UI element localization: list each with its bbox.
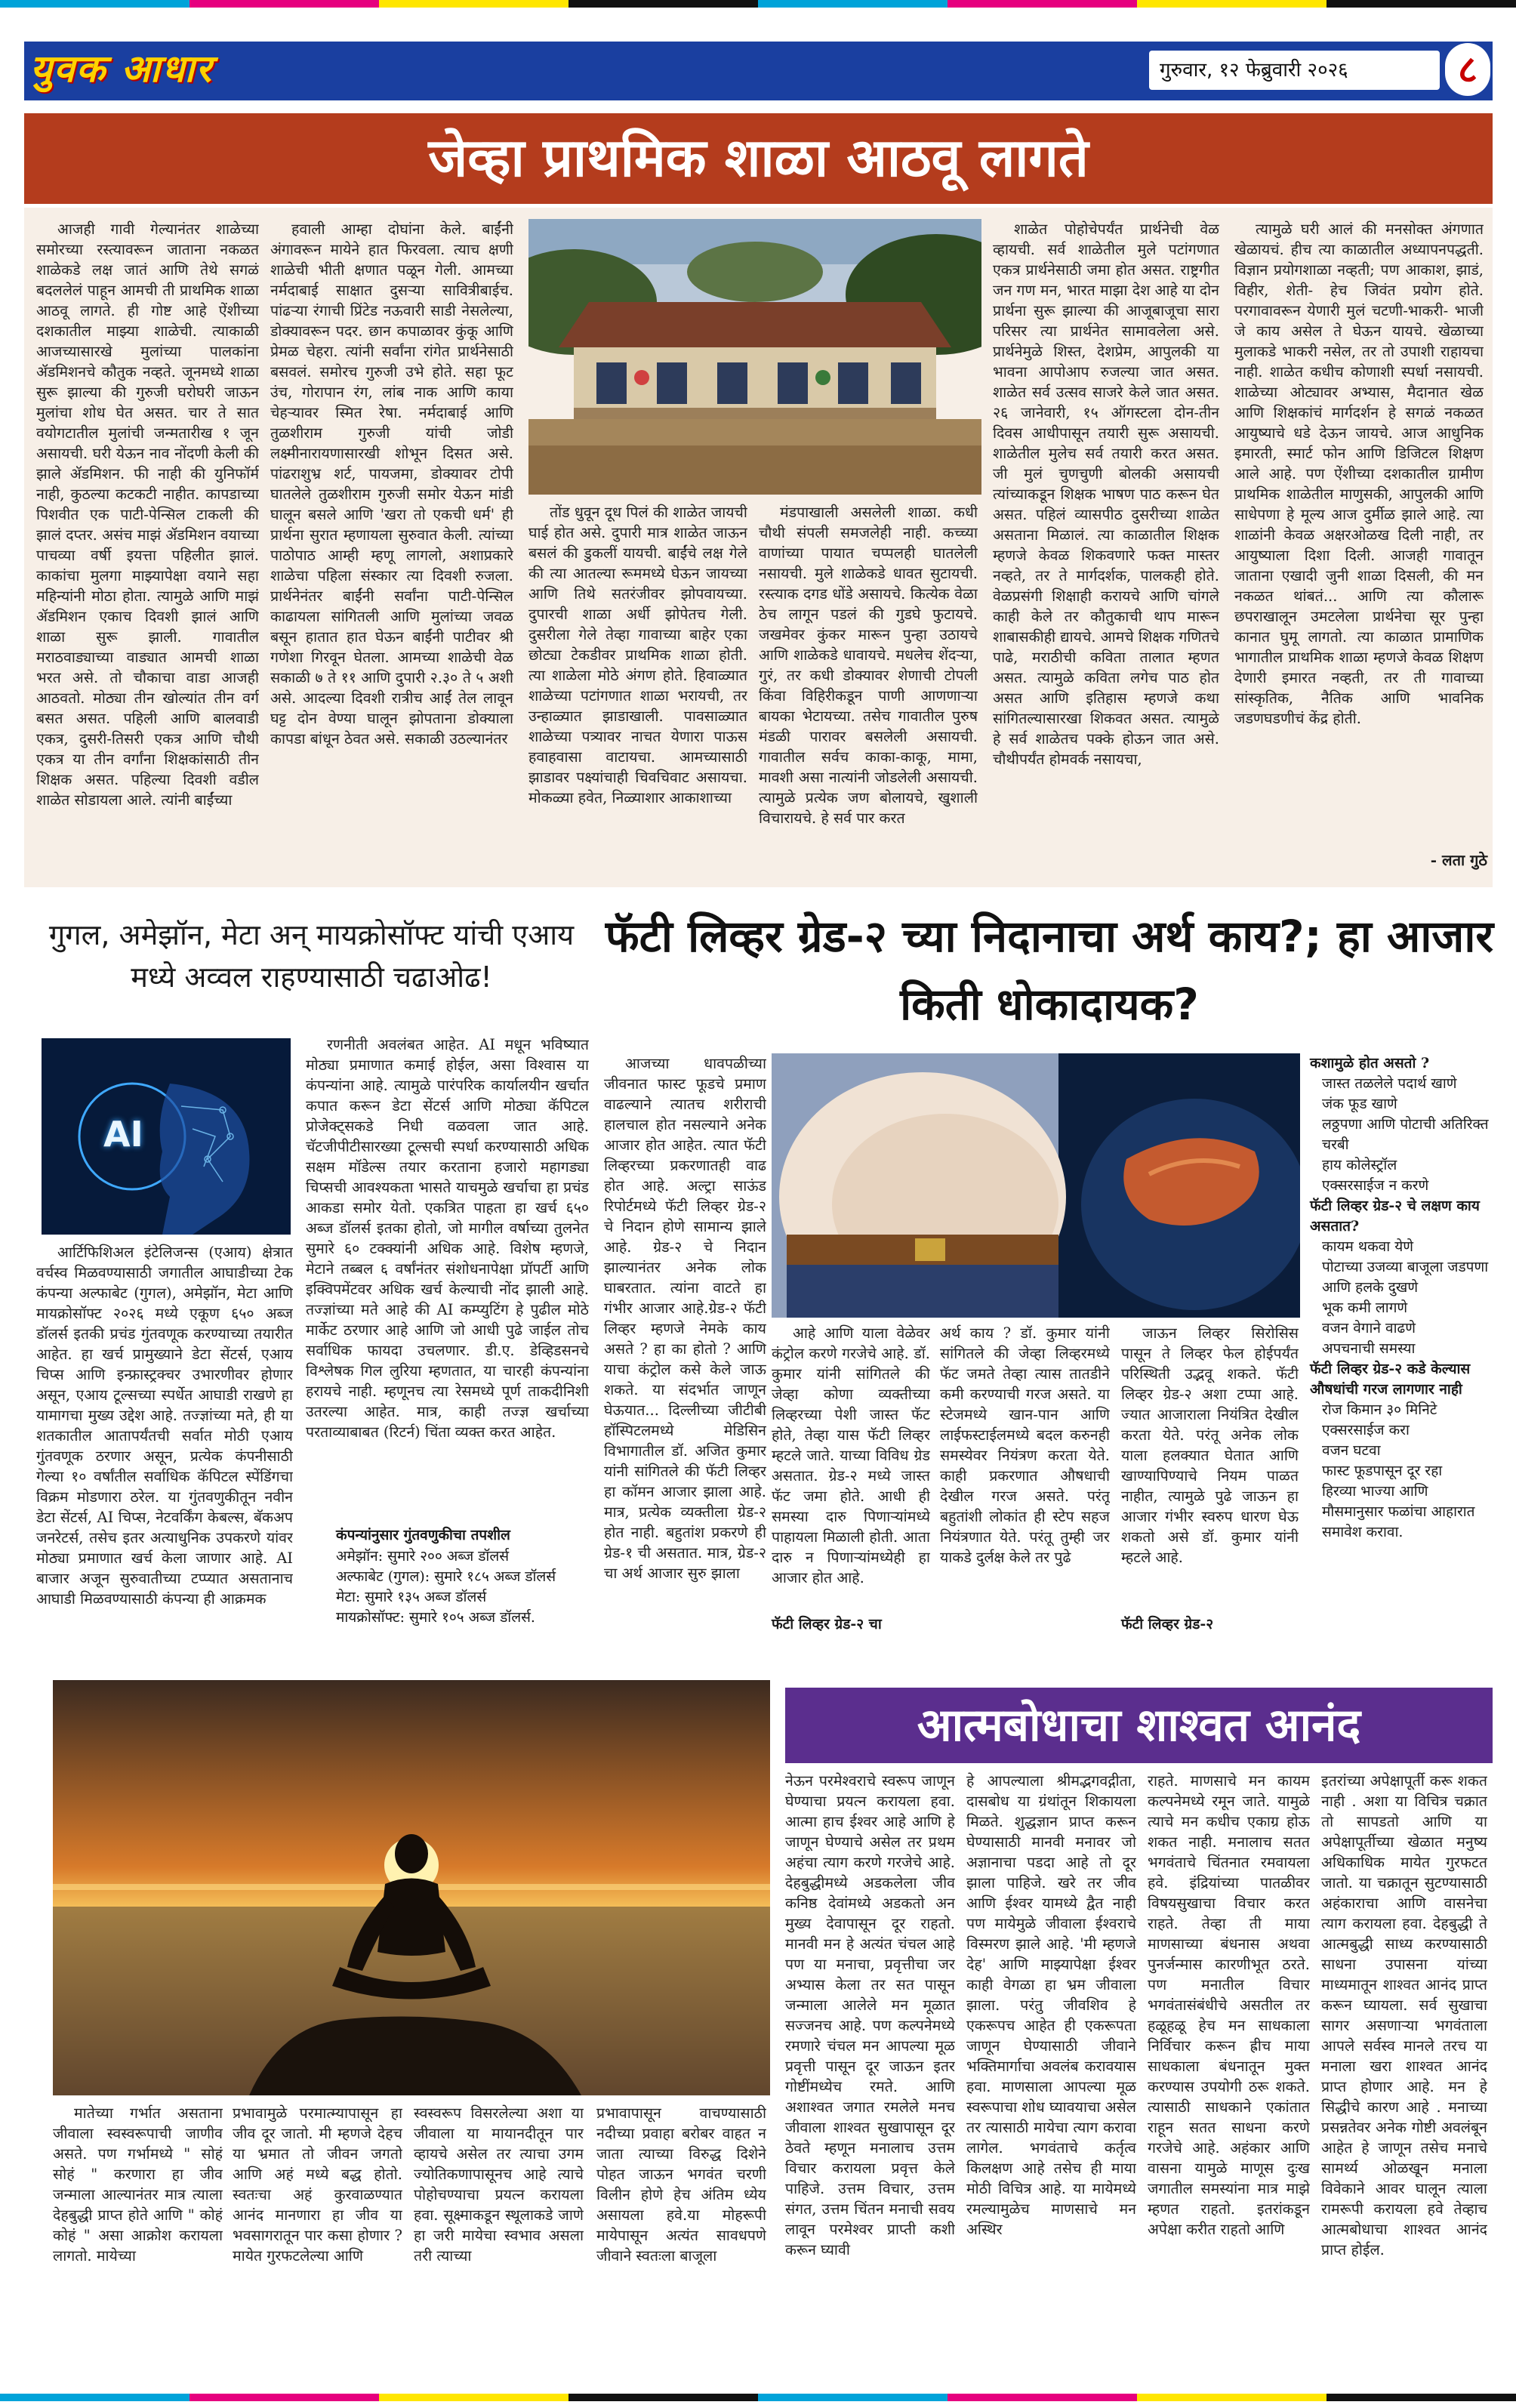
article4-headline: आत्मबोधाचा शाश्वत आनंद xyxy=(917,1699,1361,1752)
investment-item: मायक्रोसॉफ्ट: सुमारे १०५ अब्ज डॉलर्स. xyxy=(336,1609,535,1626)
fatty-liver-illustration xyxy=(772,1053,1300,1318)
article1-author: - लता गुठे xyxy=(1430,851,1487,869)
article1-headline-band xyxy=(24,113,1493,204)
article1-col5: शाळेत पोहोचेपर्यंत प्रार्थनेची वेळ व्हायची. सर्व शाळेतील मुले पटांगणात एकत्र प्रार्थनेसाठी जमा होत असत. राष्ट्रगीत जन गण मन, भारत माझा देश आहे या दोन प्रार्थना सुरू झाल्या की आजूबाजूचा सारा परिसर त्या प्रार्थनेत सामावलेला असे. प्रार्थनेमुळे शिस्त, देशप्रेम, आपुलकी या भावना आपोआप रुजल्या जात असत. शाळेत सर्व उत्सव साजरे केले जात असत. २६ जानेवारी, १५ ऑगस्टला दोन-तीन दिवस आधीपासून तयारी सुरू असायची. शाळेतील मुलेच सर्व तयारी करत असत. जी मुलं चुणचुणी बोलकी असायची त्यांच्याकडून शिक्षक भाषण पाठ करून घेत असत. पहिलं व्यासपीठ दुसरीच्या शाळेत असताना मिळालं. त्या काळातील शिक्षक म्हणजे केवळ शिकवणारे फक्त मास्तर नव्हते, तर ते मार्गदर्शक, पालकही होते. वेळप्रसंगी शिक्षाही करायचे आणि चांगले काही केले तर कौतुकाची थाप मारून शाबासकीही द्यायचे. आमचे शिक्षक गणितचे पाढे, मराठीची कविता तालात म्हणत असत. त्यामुळे कविता लगेच पाठ होत असत आणि इतिहास म्हणजे कथा सांगितल्यासारखा शिकवत असत. त्यामुळे हे सर्व शाळेतच पक्के होऊन जात असे. चौथीपर्यंत होमवर्क नसायचा, xyxy=(993,220,1219,768)
investment-item: अल्फाबेट (गुगल): सुमारे १८५ अब्ज डॉलर्स xyxy=(336,1568,556,1585)
article4-headline-band xyxy=(785,1688,1493,1763)
school-photo xyxy=(528,219,981,495)
sidebar-item: एक्सरसाईज न करणे xyxy=(1322,1177,1429,1194)
meditation-illustration xyxy=(53,1680,770,2095)
masthead xyxy=(24,42,1493,100)
sidebar-item: वजन वेगाने वाढणे xyxy=(1322,1320,1416,1337)
sidebar-item: फास्ट फूडपासून दूर रहा xyxy=(1322,1463,1443,1479)
article1-col6: त्यामुळे घरी आलं की मनसोक्त अंगणात खेळायचं. हीच त्या काळातील अध्यापनपद्धती. विज्ञान प्रयोगशाळा नव्हती; पण आकाश, झाडं, विहीर, शेती- हेच जिवंत प्रयोग होते. परगावावरून येणारी मुलं चटणी-भाकरी- भाजी जे काय असेल ते घेऊन यायचे. खेळाच्या मुलाकडे भाकरी नसेल, तर तो उपाशी राहायचा नाही. शाळेत कधीच कोणाशी स्पर्धा नसायची. शाळेच्या ओट्यावर अभ्यास, मैदानात खेळ आणि शिक्षकांचं मार्गदर्शन हे सगळं नकळत आयुष्याचे धडे देऊन जायचे. आज आधुनिक इमारती, स्मार्ट फोन आणि डिजिटल शिक्षण आले आहे. पण ऐंशीच्या दशकातील ग्रामीण प्राथमिक शाळेतील माणुसकी, आपुलकी आणि साधेपणा हे मूल्य आज दुर्मीळ झाले आहे. त्या शाळांनी केवळ अक्षरओळख दिली नाही, तर आयुष्याला दिशा दिली. आजही गावातून जाताना एखादी जुनी शाळा दिसली, की मन नकळत थांबतं... आणि त्या कौलारू छपराखालून उमटलेला प्रार्थनेचा सूर पुन्हा कानात घुमू लागतो. त्या काळात प्रामाणिक भागातील प्राथमिक शाळा म्हणजे केवळ शिक्षण देणारी इमारत नव्हती, तर ती गावाच्या सांस्कृतिक, नैतिक आणि भावनिक जडणघडणीचं केंद्र होती. xyxy=(1234,220,1484,727)
article1-col1: आजही गावी गेल्यानंतर शाळेच्या समोरच्या रस्त्यावरून जाताना नकळत शाळेकडे लक्ष जातं आणि तेथे सगळं बदललेलं पाहून आमची ती प्राथमिक शाळा आठवू लागते. ही गोष्ट आहे ऐंशीच्या दशकातील माझ्या शाळेची. त्याकाळी आजच्यासारखे मुलांच्या पालकांना ॲडमिशनचे कौतुक नव्हते. जूनमध्ये शाळा सुरू झाल्या की गुरुजी घरोघरी जाऊन मुलांचा शोध घेत असत. चार ते सात वयोगटातील मुलांची जन्मतारीख १ जून असायची. घरी येऊन नाव नोंदणी केली की झाले ॲडमिशन. फी नाही की युनिफॉर्म नाही, कुठल्या कटकटी नाहीत. कापडाच्या पिशवीत एक पाटी-पेन्सिल टाकली की झालं दप्तर. असंच माझं ॲडमिशन वयाच्या पाचव्या वर्षी इयत्ता पहिलीत झालं. काकांचा मुलगा माझ्यापेक्षा वयाने सहा महिन्यांनी मोठा होता. त्यामुळे आणि माझं ॲडमिशन एकाच दिवशी झालं आणि शाळा सुरू झाली. गावातील मराठवाड्याच्या वाड्यात आमची शाळा भरत असे. तो चौकाचा वाडा आजही आठवतो. मोठ्या तीन खोल्यांत तीन वर्ग बसत असत. पहिली आणि बालवाडी एकत्र, दुसरी-तिसरी एकत्र आणि चौथी एकत्र या तीन वर्गांना शिक्षकांसाठी तीन शिक्षक असत. पहिल्या दिवशी वडील शाळेत सोडायला आले. त्यांनी बाईंच्या xyxy=(36,220,259,809)
sidebar-item: कायम थकवा येणे xyxy=(1322,1238,1413,1255)
registration-strip-bottom xyxy=(0,2394,1516,2401)
article4-col6: हे आपल्याला श्रीमद्भगवद्गीता, दासबोध या ग्रंथांतून शिकायला मिळते. शुद्धज्ञान प्राप्त करून घेण्यासाठी मानवी मनावर जो अज्ञानाचा पडदा आहे तो दूर झाला पाहिजे. खरे तर जीव आणि ईश्वर यामध्ये द्वैत नाही पण मायेमुळे जीवाला ईश्वराचे विस्मरण झाले आहे. 'मी म्हणजे देह' आणि माझ्यापेक्षा ईश्वर काही वेगळा हा भ्रम जीवाला झाला. परंतु जीवशिव हे एकरूपच आहेत ही एकरूपता जाणून घेण्यासाठी जीवाने भक्तिमार्गाचा अवलंब करावयास हवा. माणसाला आपल्या मूळ स्वरूपाचा शोध घ्यावयाचा असेल तर त्यासाठी मायेचा त्याग करावा लागेल. भगवंताचे कर्तृत्व किलक्षण आहे तसेच ही माया मोठी विचित्र आहे. या मायेमध्ये रमल्यामुळेच माणसाचे मन अस्थिर xyxy=(966,1772,1136,2238)
issue-date: गुरुवार, १२ फेब्रुवारी २०२६ xyxy=(1160,59,1348,82)
sidebar-heading: कशामुळे होत असतो ? xyxy=(1310,1055,1430,1071)
article3-col1: आजच्या धावपळीच्या जीवनात फास्ट फूडचे प्रमाण वाढल्याने त्यातच शरीराची हालचाल होत नसल्याने अनेक आजार होत आहेत. त्यात फॅटी लिव्हरच्या प्रकरणातही वाढ होत आहे. अल्ट्रा साऊंड रिपोर्टमध्ये फॅटी लिव्हर ग्रेड-२ चे निदान होणे सामान्य झाले आहे. ग्रेड-२ चे निदान झाल्यानंतर अनेक लोक घाबरतात. त्यांना वाटते हा गंभीर आजार आहे.ग्रेड-२ फॅटी लिव्हर म्हणजे नेमके काय असते ? हा का होतो ? आणि याचा कंट्रोल कसे केले जाऊ शकते. या संदर्भात जाणून घेऊयात... दिल्लीच्या जीटीबी हॉस्पिटलमध्ये मेडिसिन विभागातील डॉ. अजित कुमार यांनी सांगितले की फॅटी लिव्हर हा कॉमन आजार झाला आहे. मात्र, प्रत्येक व्यक्तीला ग्रेड-२ होत नाही. बहुतांश प्रकरणे ही ग्रेड-१ ची असतात. मात्र, ग्रेड-२ चा अर्थ आजार सुरु झाला xyxy=(604,1055,766,1582)
ai-head-image xyxy=(42,1038,291,1235)
article3-col2: आहे आणि याला वेळेवर कंट्रोल करणे गरजेचे आहे. डॉ. कुमार यांनी सांगितले की जेव्हा कोणा व्यक्तीच्या लिव्हरच्या पेशी जास्त फॅट होते, तेव्हा यास फॅटी लिव्हर म्हटले जाते. याच्या विविध ग्रेड असतात. ग्रेड-२ मध्ये जास्त फॅट जमा होते. आधी ही समस्या दारु पिणाऱ्यांमध्ये पाहायला मिळाली होती. आता दारु न पिणाऱ्यांमध्येही हा आजार होत आहे. xyxy=(772,1324,930,1586)
article2-headline: गुगल, अमेझॉन, मेटा अन् मायक्रोसॉफ्ट यांची एआय मध्ये अव्वल राहण्यासाठी चढाओढ! xyxy=(48,918,575,994)
investment-item: मेटा: सुमारे १३५ अब्ज डॉलर्स xyxy=(336,1589,487,1605)
sidebar-item: भूक कमी लागणे xyxy=(1322,1300,1408,1316)
investment-item: अमेझॉन: सुमारे २०० अब्ज डॉलर्स xyxy=(336,1548,510,1565)
article3-sidebar xyxy=(1310,1053,1491,1543)
investment-list xyxy=(336,1546,593,1628)
sidebar-item: पोटाच्या उजव्या बाजूला जडपणा आणि हलके दुखणे xyxy=(1322,1259,1489,1296)
sidebar-item: अपचनाची समस्या xyxy=(1322,1340,1416,1357)
article4-col2: प्रभावामुळे परमात्म्यापासून हा जीव दूर जातो. मी म्हणजे देहच या भ्रमात तो जीवन जगतो आणि अहं मध्ये बद्ध होतो. स्वतःचा अहं कुरवाळण्यात आनंद मानणारा हा जीव या भवसागरातून पार कसा होणार ? मायेत गुरफटलेल्या आणि xyxy=(233,2104,402,2265)
school-photo-illustration xyxy=(528,219,981,495)
ai-head-illustration xyxy=(42,1038,291,1235)
article1-col2: हवाली आम्हा दोघांना केले. बाईंनी अंगावरून मायेने हात फिरवला. त्याच क्षणी शाळेची भीती क्षणात पळून गेली. आमच्या नर्मदाबाई साक्षात दुसऱ्या सावित्रीबाईच. पांढऱ्या रंगाची प्रिंटेड नऊवारी साडी नेसलेल्या, डोक्यावरून पदर. छान कपाळावर कुंकू आणि प्रेमळ चेहरा. त्यांनी सर्वांना रांगेत प्रार्थनेसाठी बसवलं. समोरच गुरुजी उभे होते. सहा फूट उंच, गोरापान रंग, लांब नाक आणि काया चेहऱ्यावर स्मित रेषा. नर्मदाबाई आणि तुळशीराम गुरुजी यांची जोडी लक्ष्मीनारायणासारखी शोभून दिसत असे. पांढराशुभ्र शर्ट, पायजमा, डोक्यावर टोपी घातलेले तुळशीराम गुरुजी समोर येऊन मांडी घालून बसले आणि 'खरा तो एकची धर्म' ही प्रार्थना सुरात म्हणायला सुरुवात केली. त्यांच्या पाठोपाठ आम्ही म्हणू लागलो, अशाप्रकारे शाळेचा पहिला संस्कार त्या दिवशी रुजला. प्रार्थनेनंतर बाईंनी सर्वांना पाटी-पेन्सिल काढायला सांगितली आणि मुलांच्या जवळ बसून हातात हात घेऊन बाईंनी पाटीवर श्री गणेशा गिरवून घेतला. आमच्या शाळेची वेळ सकाळी ७ ते ११ आणि दुपारी २.३० ते ५ अशी असे. आदल्या दिवशी रात्रीच आईं तेल लावून घट्ट दोन वेण्या घालून झोपताना डोक्याला कापडा बांधून ठेवत असे. सकाळी उठल्यानंतर xyxy=(270,220,513,748)
article1-headline: जेव्हा प्राथमिक शाळा आठवू लागते xyxy=(428,127,1089,189)
page-number: ८ xyxy=(1445,43,1490,96)
article3-col4: जाऊन लिव्हर सिरोसिस पासून ते लिव्हर फेल होईपर्यंत परिस्थिती उद्भवू शकते. फॅटी लिव्हर ग्रेड-२ अशा टप्पा आहे. ज्यात आजाराला नियंत्रित देखील करता येते. परंतू अनेक लोक याला हलक्यात घेतात आणि खाण्यापिण्याचे नियम पाळत नाहीत, त्यामुळे पुढे जाऊन हा आजार गंभीर स्वरुप धारण घेऊ शकतो असे डॉ. कुमार यांनी म्हटले आहे. xyxy=(1121,1324,1299,1566)
article3-col4-subheading: फॅटी लिव्हर ग्रेड-२ xyxy=(1121,1616,1214,1633)
sidebar-item: हिरव्या भाज्या आणि मौसमानुसार फळांचा आहारात समावेश करावा. xyxy=(1322,1483,1475,1540)
article3-col3: अर्थ काय ? डॉ. कुमार यांनी सांगितले की जेव्हा लिव्हरमध्ये फॅट जमते तेव्हा त्यास तातडीने कमी करण्याची गरज असते. या स्टेजमध्ये खान-पान आणि लाईफस्टाईलमध्ये बदल करुनही समस्येवर नियंत्रण करता येते. काही प्रकरणात औषधाची देखील गरज असते. परंतू बहुतांशी लोकांत ही स्टेप सहज नियंत्रणात येते. परंतू तुम्ही जर याकडे दुर्लक्ष केले तर पुढे xyxy=(940,1324,1110,1566)
article1-col4: मंडपाखाली असलेली शाळा. कधी चौथी संपली समजलेही नाही. कच्च्या वाणांच्या पायात चप्पलही घातलेली नसायची. मुले शाळेकडे धावत सुटायची. रस्त्याक दगड धोंडे असायचे. कित्येक वेळा ठेच लागून पडलं की गुडघे फुटायचे. जखमेवर कुंकर मारून पुन्हा उठायचे आणि शाळेकडे धावायचे. मधलेच शेंदऱ्या, गुरं, तर कधी डोक्यावर शेणाची टोपली किंवा विहिरीकडून पाणी आणणाऱ्या बायका भेटायच्या. तसेच गावातील पुरुष मंडळी पारावर बसलेली असायची. गावातील सर्वच काका-काकू, मामा, मावशी असा नात्यांनी जोडलेली असायची. त्यामुळे प्रत्येक जण बोलायचे, खुशाली विचारायचे. हे सर्व पार करत xyxy=(759,504,978,827)
sidebar-heading: फॅटी लिव्हर ग्रेड-२ चे लक्षण काय असतात? xyxy=(1310,1198,1480,1235)
ai-image-label: AI xyxy=(103,1114,143,1155)
article2-col2: रणनीती अवलंबत आहेत. AI मधून भविष्यात मोठ्या प्रमाणात कमाई होईल, असा विश्वास या कंपन्यांना आहे. त्यामुळे पारंपरिक कार्यालयीन खर्चात कपात करून डेटा सेंटर्स आणि मोठ्या कॅपिटल प्रोजेक्ट्सकडे निधी वळवला जात आहे. चॅटजीपीटीसारख्या टूल्सची स्पर्धा करण्यासाठी अधिक सक्षम मॉडेल्स तयार करताना हजारो महागड्या चिप्सची आवश्यकता भासते याचमुळे खर्चाचा हा प्रचंड आकडा समोर येतो. एकत्रित पाहता हा खर्च ६५० अब्ज डॉलर्स इतका होतो, जो मागील वर्षाच्या तुलनेत सुमारे ६० टक्क्यांनी अधिक आहे. विशेष म्हणजे, मेटाने तब्बल ६ वर्षांनंतर संशोधनापेक्षा प्रॉपर्टी आणि इक्विपमेंटवर अधिक खर्च केल्याची नोंद झाली आहे. तज्ज्ञांच्या मते आहे की AI कम्प्युटिंग हे पुढील मोठे मार्केट ठरणार आहे आणि जो आधी पुढे जाईल तोच सर्वाधिक फायदा उचलणार. डी.ए. डेव्हिडसनचे विश्लेषक गिल लुरिया म्हणतात, या चारही कंपन्यांना हरायचे नाही. म्हणूनच त्या रेसमध्ये पूर्ण ताकदीनिशी उतरल्या आहेत. मात्र, काही तज्ज्ञ खर्चाच्या परताव्याबाबत (रिटर्न) चिंता व्यक्त करत आहेत. xyxy=(306,1036,589,1441)
sidebar-item: रोज किमान ३० मिनिटे एक्सरसाईज करा xyxy=(1322,1401,1437,1438)
article4-col7: राहते. माणसाचे मन कायम कल्पनेमध्ये रमून जाते. यामुळे त्याचे मन कधीच एकाग्र होऊ शकत नाही. मनालाच सतत भगवंताचे चिंतनात रमवायला हवे. इंद्रियांच्या पातळीवर विषयसुखाचा विचार करत राहते. तेव्हा ती माया माणसाच्या बंधनास अथवा पुनर्जन्मास कारणीभूत ठरते. पण मनातील विचार भगवंतासंबंधीचे असतील तर हळूहळू हेच मन साधकाला निर्विचार करून ह्रीच माया साधकाला बंधनातून मुक्त करण्यास उपयोगी ठरू शकते. त्यासाठी साधकाने एकांतात राहून सतत साधना करणे गरजेचे आहे. अहंकार आणि वासना यामुळे माणूस दुःख जगातील समस्यांना मात्र माझे म्हणत राहतो. इतरांकडून अपेक्षा करीत राहतो आणि xyxy=(1148,1772,1310,2238)
article4-col5: नेऊन परमेश्वराचे स्वरूप जाणून घेण्याचा प्रयत्न करायला हवा. आत्मा हाच ईश्वर आहे आणि हे जाणून घेण्याचे असेल तर प्रथम अहंचा त्याग करणे गरजेचे आहे. देहबुद्धीमध्ये अडकलेला जीव कनिष्ठ देवांमध्ये अडकतो अन मुख्य देवापासून दूर राहतो. मानवी मन हे अत्यंत चंचल आहे पण या मनाचा, प्रवृत्तीचा जर अभ्यास केला तर सत पासून जन्माला आलेले मन मूळात सज्जनच आहे. पण कल्पनेमध्ये रमणारे चंचल मन आपल्या मूळ प्रवृत्ती पासून दूर जाऊन इतर गोष्टींमध्येच रमते. आणि अशाश्वत जगात रमलेले मनच जीवाला शाश्वत सुखापासून दूर ठेवते म्हणून मनालाच उत्तम विचार करायला प्रवृत्त केले पाहिजे. उत्तम विचार, उत्तम संगत, उत्तम चिंतन मनाची सवय लावून परमेश्वर प्राप्ती कशी करून घ्यावी xyxy=(785,1772,955,2258)
sidebar-heading: फॅटी लिव्हर ग्रेड-२ कडे केल्यास औषधांची गरज लागणार नाही xyxy=(1310,1361,1471,1398)
masthead-logo: युवक आधार xyxy=(30,47,213,91)
article4-col3: स्वस्वरूप विसरलेल्या अशा या जीवाला या मायानदीतून पार व्हायचे असेल तर त्याचा उगम ज्योतिकणापासूनच आहे त्याचे पोहोचण्याचा प्रयत्न करायला हवा. सूक्ष्माकडून स्थूलाकडे जाणे हा जरी मायेचा स्वभाव असला तरी त्याच्या xyxy=(414,2104,584,2265)
sidebar-item: लठ्ठपणा आणि पोटाची अतिरिक्त चरबी xyxy=(1322,1116,1489,1153)
meditation-photo xyxy=(53,1680,770,2095)
date-box xyxy=(1149,51,1440,90)
article4-col4: प्रभावापासून वाचण्यासाठी नदीच्या प्रवाहा बरोबर वाहत न जाता त्याच्या विरुद्ध दिशेने पोहत जाऊन भगवंत चरणी विलीन होणे हेच अंतिम ध्येय असायला हवे.या मोहरूपी मायेपासून अत्यंत सावधपणे जीवाने स्वतःला बाजूला xyxy=(596,2104,766,2265)
article1-col3: तोंड धुवून दूध पिलं की शाळेत जायची घाई होत असे. दुपारी मात्र शाळेत जाऊन बसलं की डुकलीं यायची. बाईंचे लक्ष गेले की त्या आतल्या रूममध्ये घेऊन जायच्या आणि तिथे सतरंजीवर झोपवायच्या. दुपारची शाळा अर्धी झोपेतच गेली. दुसरीला गेले तेव्हा गावाच्या बाहेर एका छोट्या टेकडीवर प्राथमिक शाळा होती. त्या शाळेला मोठे अंगण होते. हिवाळ्यात शाळेच्या पटांगणात शाळा भरायची, तर उन्हाळ्यात झाडाखाली. पावसाळ्यात शाळेच्या पत्र्यावर नाचत येणारा पाऊस हवाहवासा वाटायचा. आमच्यासाठी झाडावर पक्ष्यांचाही चिवचिवाट असायचा. मोकळ्या हवेत, निळ्याशार आकाशाच्या xyxy=(528,504,747,806)
investment-table-title: कंपन्यांनुसार गुंतवणुकीचा तपशील xyxy=(336,1527,510,1543)
article4-col1: मातेच्या गर्भात असताना जीवाला स्वस्वरूपाची जाणीव असते. पण गर्भामध्ये " सोहं सोहं " करणारा हा जीव जन्माला आल्यानंतर मात्र त्याला देहबुद्धी प्राप्त होते आणि " कोहं कोहं " असा आक्रोश करायला लागतो. मायेच्या xyxy=(53,2104,223,2265)
sidebar-item: जास्त तळलेले पदार्थ खाणे xyxy=(1322,1075,1457,1092)
article3-col2-subheading: फॅटी लिव्हर ग्रेड-२ चा xyxy=(772,1616,882,1633)
sidebar-item: जंक फूड खाणे xyxy=(1322,1096,1397,1112)
article2-col1: आर्टिफिशिअल इंटेलिजन्स (एआय) क्षेत्रात वर्चस्व मिळवण्यासाठी जगातील आघाडीच्या टेक कंपन्या अल्फाबेट (गुगल), अमेझॉन, मेटा आणि मायक्रोसॉफ्ट २०२६ मध्ये एकूण ६५० अब्ज डॉलर्स इतकी प्रचंड गुंतवणूक करण्याच्या तयारीत आहेत. हा खर्च प्रामुख्याने डेटा सेंटर्स, एआय चिप्स आणि इन्फ्रास्ट्रक्चर उभारणीवर होणार असून, एआय टूल्सच्या स्पर्धेत आघाडी राखणे हा यामागचा मुख्य उद्देश आहे. तज्ज्ञांच्या मते, ही या शतकातील आतापर्यंतची सर्वात मोठी एआय गुंतवणूक ठरणार असून, प्रत्येक कंपनीसाठी गेल्या १० वर्षांतील सर्वाधिक कॅपिटल स्पेंडिंगचा विक्रम मोडणारा ठरेल. या गुंतवणुकीतून नवीन डेटा सेंटर्स, AI चिप्स, नेटवर्किंग केबल्स, बॅकअप जनरेटर्स, तसेच इतर अत्याधुनिक उपकरणे यांवर मोठ्या प्रमाणात खर्च केला जाणार आहे. AI बाजार अजून सुरुवातीच्या टप्प्यात असतानाच आघाडी मिळवण्यासाठी कंपन्या ही आक्रमक xyxy=(36,1244,293,1608)
fatty-liver-image xyxy=(772,1053,1300,1318)
sidebar-item: वजन घटवा xyxy=(1322,1442,1381,1459)
sidebar-item: हाय कोलेस्ट्रॉल xyxy=(1322,1157,1397,1173)
article4-col8: इतरांच्या अपेक्षापूर्ती करू शकत नाही . अशा या विचित्र चक्रात तो सापडतो आणि या अपेक्षापूर्तीच्या खेळात मनुष्य अधिकाधिक मायेत गुरफटत जातो. या चक्रातून सुटण्यासाठी अहंकाराचा आणि वासनेचा त्याग करायला हवा. देहबुद्धी ते आत्मबुद्धी साध्य करण्यासाठी साधना उपासना यांच्या माध्यमातून शाश्वत आनंद प्राप्त करून घ्यायला. सर्व सुखाचा सागर असणाऱ्या भगवंताला आपले सर्वस्व मानले तरच या मनाला खरा शाश्वत आनंद प्राप्त होणार आहे. मन हे सिद्धीचे कारण आहे . मनाच्या प्रसन्नतेवर अनेक गोष्टी अवलंबून आहेत हे जाणून तसेच मनाचे सामर्थ्य ओळखून मनाला विवेकाने आवर घालून त्याला रामरूपी करायला हवे तेव्हाच आत्मबोधाचा शाश्वत आनंद प्राप्त होईल. xyxy=(1321,1772,1487,2258)
registration-strip-top xyxy=(0,0,1516,8)
article3-headline: फॅटी लिव्हर ग्रेड-२ च्या निदानाचा अर्थ काय?; हा आजार किती धोकादायक? xyxy=(605,911,1494,1030)
